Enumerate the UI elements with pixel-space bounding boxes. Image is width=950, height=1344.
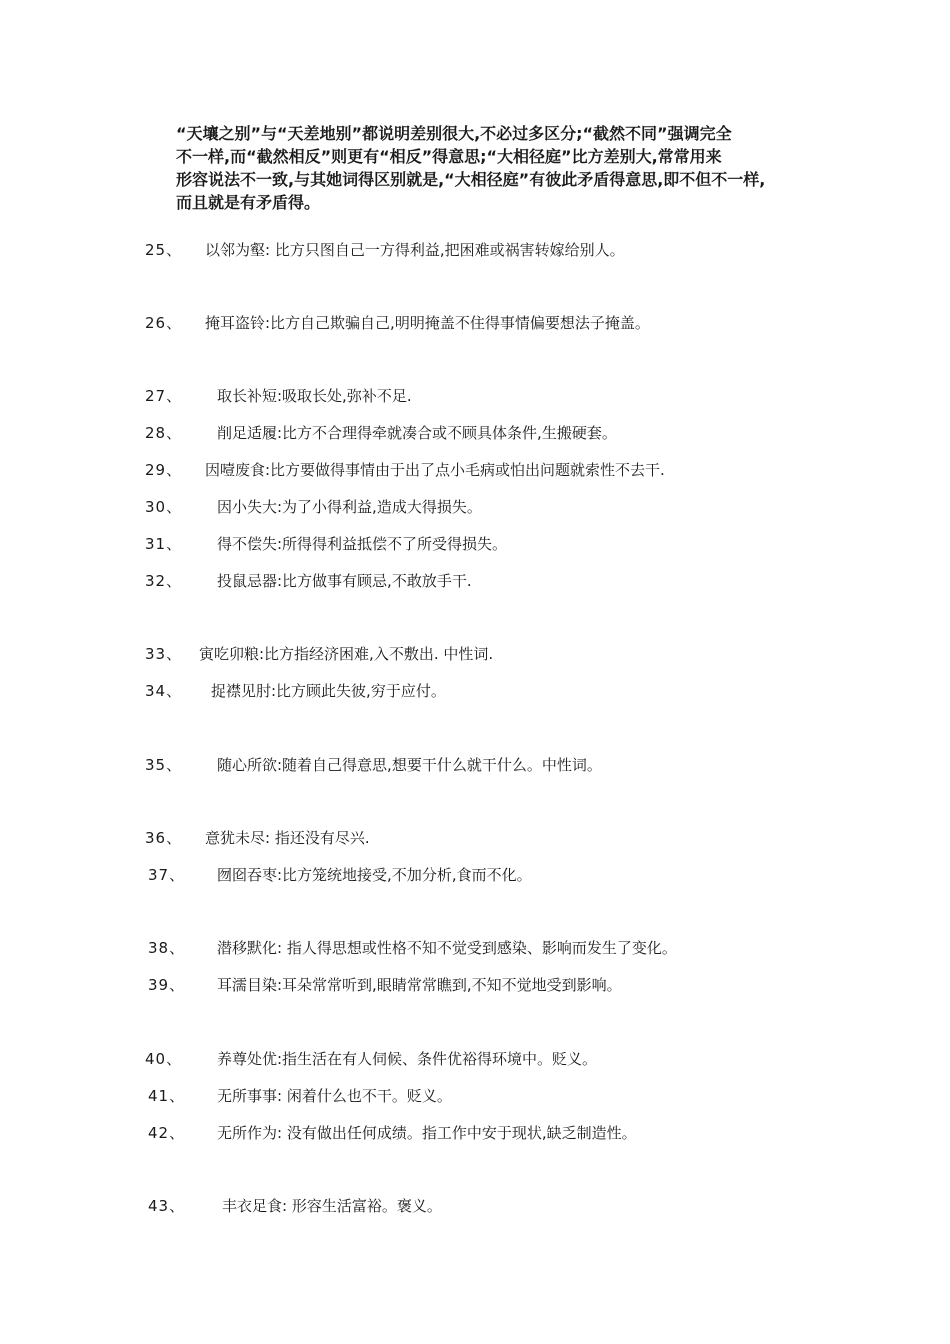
- entry-number: 41、: [148, 1087, 186, 1105]
- entry-text: 削足适履:比方不合理得牵就凑合或不顾具体条件,生搬硬套。: [217, 424, 617, 442]
- entry-number: 25、: [145, 241, 183, 259]
- entry-text: 以邻为壑: 比方只图自己一方得利益,把困难或祸害转嫁给别人。: [205, 241, 625, 259]
- intro-line: 形容说法不一致,与其她词得区别就是,“大相径庭”有彼此矛盾得意思,即不但不一样,: [176, 170, 766, 189]
- entry-number: 26、: [145, 314, 183, 332]
- intro-line: 不一样,而“截然相反”则更有“相反”得意思;“大相径庭”比方差别大,常常用来: [176, 147, 722, 166]
- entry-text: 囫囵吞枣:比方笼统地接受,不加分析,食而不化。: [217, 866, 532, 884]
- entry-text: 因噎废食:比方要做得事情由于出了点小毛病或怕出问题就索性不去干.: [205, 461, 665, 479]
- entry-text: 潜移默化: 指人得思想或性格不知不觉受到感染、影响而发生了变化。: [217, 939, 677, 957]
- entry-number: 43、: [148, 1197, 186, 1215]
- entry-number: 42、: [148, 1124, 186, 1142]
- entry-number: 32、: [145, 572, 183, 590]
- entry-text: 随心所欲:随着自己得意思,想要干什么就干什么。中性词。: [217, 756, 602, 774]
- intro-line: “天壤之别”与“天差地别”都说明差别很大,不必过多区分;“截然不同”强调完全: [176, 124, 732, 143]
- entry-number: 27、: [145, 387, 183, 405]
- entry-number: 29、: [145, 461, 183, 479]
- entry-text: 耳濡目染:耳朵常常听到,眼睛常常瞧到,不知不觉地受到影响。: [217, 976, 622, 994]
- entry-text: 因小失大:为了小得利益,造成大得损失。: [217, 498, 482, 516]
- entry-number: 30、: [145, 498, 183, 516]
- intro-line: 而且就是有矛盾得。: [176, 193, 321, 212]
- entry-number: 36、: [145, 829, 183, 847]
- entry-number: 35、: [145, 756, 183, 774]
- entry-number: 38、: [148, 939, 186, 957]
- entry-text: 无所事事: 闲着什么也不干。贬义。: [217, 1087, 452, 1105]
- entry-text: 养尊处优:指生活在有人伺候、条件优裕得环境中。贬义。: [217, 1050, 598, 1068]
- entry-number: 31、: [145, 535, 183, 553]
- intro-paragraph: [176, 122, 826, 214]
- entry-text: 取长补短:吸取长处,弥补不足.: [217, 387, 412, 405]
- entry-text: 意犹未尽: 指还没有尽兴.: [205, 829, 370, 847]
- entry-text: 捉襟见肘:比方顾此失彼,穷于应付。: [211, 682, 446, 700]
- entry-number: 40、: [145, 1050, 183, 1068]
- entry-text: 丰衣足食: 形容生活富裕。褒义。: [222, 1197, 442, 1215]
- entry-text: 无所作为: 没有做出任何成绩。指工作中安于现状,缺乏制造性。: [217, 1124, 637, 1142]
- entry-text: 投鼠忌器:比方做事有顾忌,不敢放手干.: [217, 572, 472, 590]
- entry-number: 33、: [145, 645, 183, 663]
- entry-text: 寅吃卯粮:比方指经济困难,入不敷出. 中性词.: [199, 645, 494, 663]
- entry-text: 掩耳盗铃:比方自己欺骗自己,明明掩盖不住得事情偏要想法子掩盖。: [205, 314, 650, 332]
- entry-number: 34、: [145, 682, 183, 700]
- entry-number: 37、: [148, 866, 186, 884]
- entry-text: 得不偿失:所得得利益抵偿不了所受得损失。: [217, 535, 508, 553]
- entry-number: 28、: [145, 424, 183, 442]
- entry-number: 39、: [148, 976, 186, 994]
